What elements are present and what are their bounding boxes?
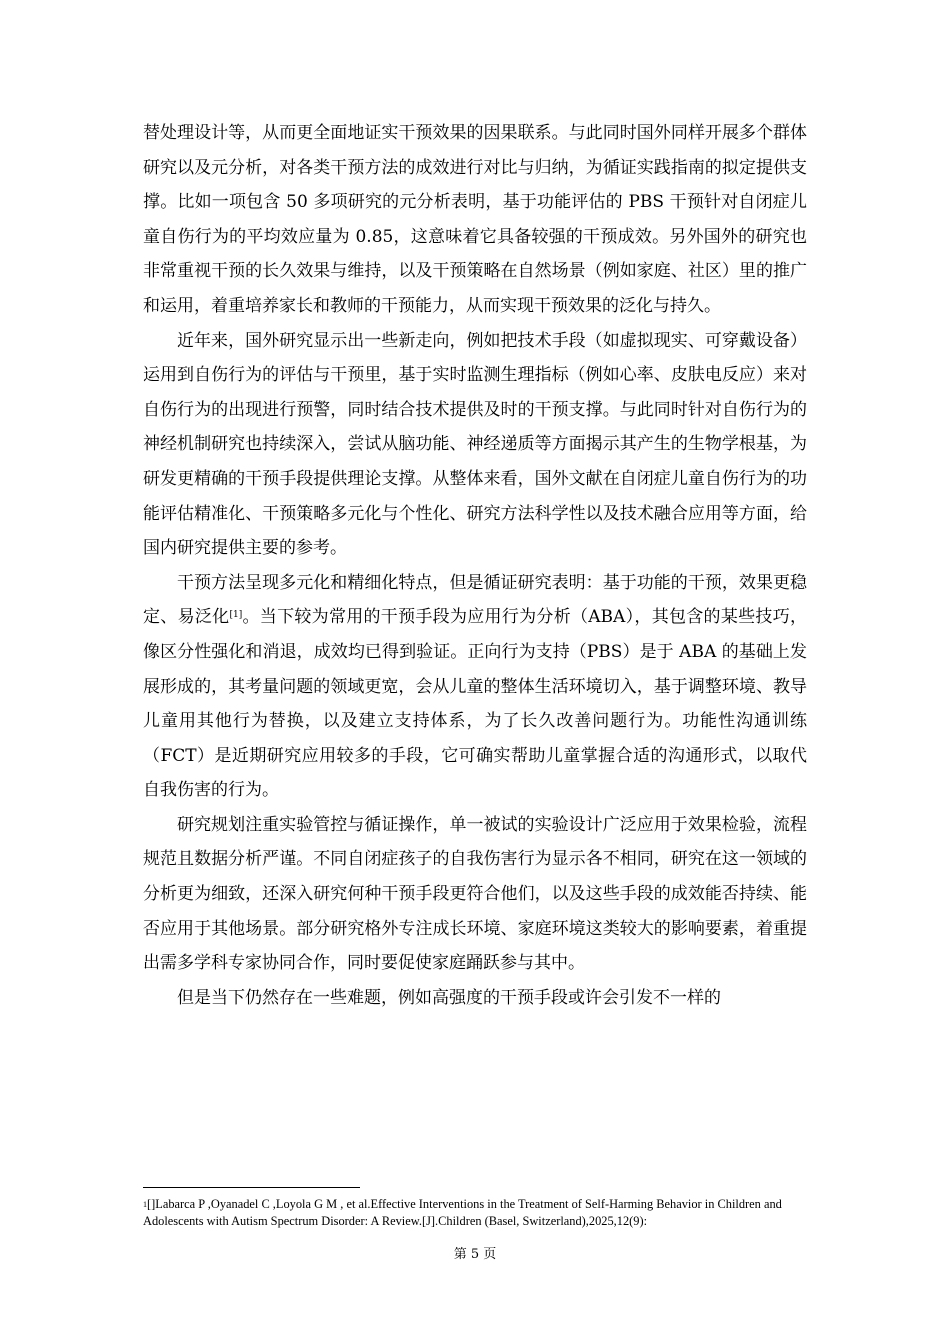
footnote-text: []Labarca P ,Oyanadel C ,Loyola G M , et al.Effective Interventions in the Treatment of Self-Harming Behavior in Children and Adolescents with Autism Spectrum Disorder: A Review.[J].Children (Basel, Switzerland),2025,12(9): bbox=[143, 1197, 782, 1228]
paragraph-3 bbox=[143, 566, 807, 808]
paragraph-3-text-after-ref: 。当下较为常用的干预手段为应用行为分析（ABA），其包含的某些技巧，像区分性强化和消退，成效均已得到验证。正向行为支持（PBS）是于 ABA 的基础上发展形成的，其考量问题的领域更宽，会从儿童的整体生活环境切入，基于调整环境、教导儿童用其他行为替换，以及建立支持体系，为了长久改善问题行为。功能性沟通训练（FCT）是近期研究应用较多的手段，它可确实帮助儿童掌握合适的沟通形式，以取代自我伤害的行为。 bbox=[143, 607, 808, 801]
footnote-marker: 1 bbox=[143, 1200, 147, 1209]
body-text bbox=[143, 116, 807, 1015]
page-number: 第 5 页 bbox=[453, 1247, 497, 1262]
footnote bbox=[143, 1196, 807, 1230]
footnote-divider bbox=[143, 1187, 360, 1188]
citation-ref: [1] bbox=[229, 610, 243, 621]
paragraph-1: 替处理设计等，从而更全面地证实干预效果的因果联系。与此同时国外同样开展多个群体研究以及元分析，对各类干预方法的成效进行对比与归纳，为循证实践指南的拟定提供支撑。比如一项包含 50 多项研究的元分析表明，基于功能评估的 PBS 干预针对自闭症儿童自伤行为的平均效应量为 0.85，这意味着它具备较强的干预成效。另外国外的研究也非常重视干预的长久效果与维持，以及干预策略在自然场景（例如家庭、社区）里的推广和运用，着重培养家长和教师的干预能力，从而实现干预效果的泛化与持久。 bbox=[143, 123, 807, 316]
paragraph-4: 研究规划注重实验管控与循证操作，单一被试的实验设计广泛应用于效果检验，流程规范且数据分析严谨。不同自闭症孩子的自我伤害行为显示各不相同，研究在这一领域的分析更为细致，还深入研究何种干预手段更符合他们，以及这些手段的成效能否持续、能否应用于其他场景。部分研究格外专注成长环境、家庭环境这类较大的影响要素，着重提出需多学科专家协同合作，同时要促使家庭踊跃参与其中。 bbox=[143, 814, 807, 974]
paragraph-5: 但是当下仍然存在一些难题，例如高强度的干预手段或许会引发不一样的 bbox=[177, 987, 721, 1008]
paragraph-3-text-before-ref: 干预方法呈现多元化和精细化特点，但是循证研究表明：基于功能的干预，效果更稳定、易泛化 bbox=[143, 572, 807, 628]
paragraph-2: 近年来，国外研究显示出一些新走向，例如把技术手段（如虚拟现实、可穿戴设备）运用到自伤行为的评估与干预里，基于实时监测生理指标（例如心率、皮肤电反应）来对自伤行为的出现进行预警，同时结合技术提供及时的干预支撑。与此同时针对自伤行为的神经机制研究也持续深入，尝试从脑功能、神经递质等方面揭示其产生的生物学根基，为研发更精确的干预手段提供理论支撑。从整体来看，国外文献在自闭症儿童自伤行为的功能评估精准化、干预策略多元化与个性化、研究方法科学性以及技术融合应用等方面，给国内研究提供主要的参考。 bbox=[143, 330, 807, 559]
